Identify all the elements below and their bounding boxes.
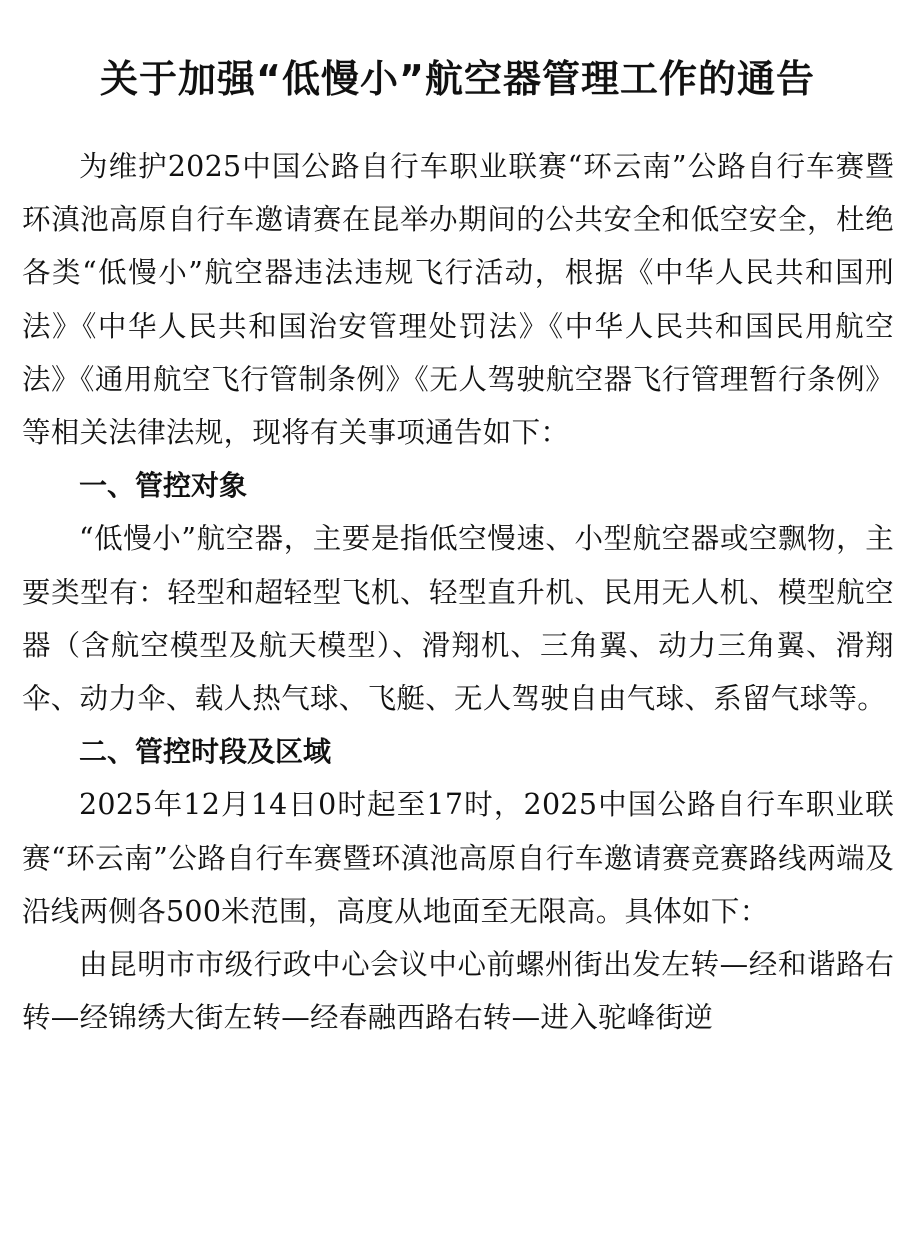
control-targets-paragraph: “低慢小”航空器，主要是指低空慢速、小型航空器或空飘物，主要类型有：轻型和超轻型飞机、轻型直升机、民用无人机、模型航空器（含航空模型及航天模型）、滑翔机、三角翼、动力三角翼、滑翔伞、动力伞、载人热气球、飞艇、无人驾驶自由气球、系留气球等。: [22, 522, 894, 716]
intro-paragraph: 为维护2025中国公路自行车职业联赛“环云南”公路自行车赛暨环滇池高原自行车邀请赛在昆举办期间的公共安全和低空安全，杜绝各类“低慢小”航空器违法违规飞行活动，根据《中华人民共和国刑法》《中华人民共和国治安管理处罚法》《中华人民共和国民用航空法》《通用航空飞行管制条例》《无人驾驶航空器飞行管理暂行条例》等相关法律法规，现将有关事项通告如下：: [22, 150, 894, 450]
document-body: [22, 140, 894, 1044]
section-heading-time-and-area: 二、管控时段及区域: [79, 735, 332, 769]
time-and-area-paragraph: 2025年12月14日0时起至17时，2025中国公路自行车职业联赛“环云南”公路自行车赛暨环滇池高原自行车邀请赛竞赛路线两端及沿线两侧各500米范围，高度从地面至无限高。具体如下：: [22, 788, 894, 928]
document-title: 关于加强“低慢小”航空器管理工作的通告: [100, 57, 815, 102]
section-heading-control-targets: 一、管控对象: [79, 469, 248, 503]
route-paragraph: 由昆明市市级行政中心会议中心前螺州街出发左转—经和谐路右转—经锦绣大街左转—经春融西路右转—进入驼峰街逆: [22, 948, 894, 1035]
